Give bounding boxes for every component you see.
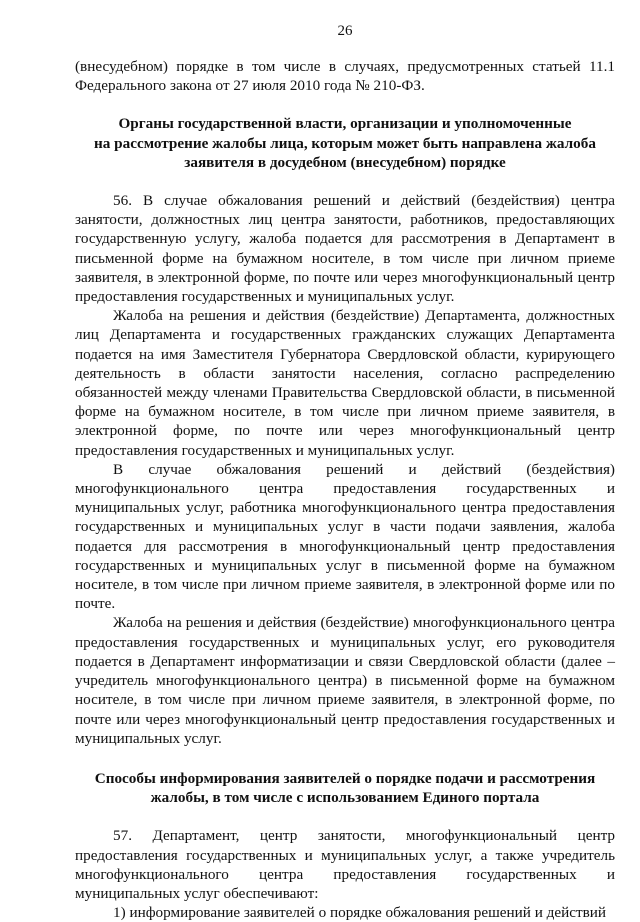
heading-line: Органы государственной власти, организации и уполномоченные bbox=[118, 115, 572, 133]
page-number: 26 bbox=[337, 23, 353, 39]
paragraph-mfc-appeal: В случае обжалования решений и действий (бездействия) многофункционального центра предоставления государственных и муниципальных услуг, работника многофункционального центра предоставления государственных и муниципальных услуг в части подачи заявления, жалоба подается для рассмотрения в многофункциональный центр предоставления государственных и муниципальных услуг в письменной форме на бумажном носителе, в том числе при личном приеме заявителя, в электронной форме или по почте. bbox=[75, 460, 615, 613]
paragraph-57: 57. Департамент, центр занятости, многофункциональный центр предоставления государственных и муниципальных услуг, а также учредитель многофункционального центра предоставления государственных и муниципальных услуг обеспечивают: bbox=[75, 827, 615, 902]
section-heading-informing-methods bbox=[75, 769, 615, 807]
paragraph-mfc-head-complaint: Жалоба на решения и действия (бездействие) многофункционального центра предоставления государственных и муниципальных услуг, его руководителя подается в Департамент информатизации и связи Свердловской области (далее – учредитель многофункционального центра) в письменной форме на бумажном носителе, в том числе при личном приеме заявителя, в электронной форме, по почте или через многофункциональный центр предоставления государственных и муниципальных услуг. bbox=[75, 614, 615, 747]
paragraph-department-complaint: Жалоба на решения и действия (бездействие) Департамента, должностных лиц Департамента и государственных гражданских служащих Департамента подается на имя Заместителя Губернатора Свердловской области, курирующего деятельность в области занятости населения, согласно распределению обязанностей между членами Правительства Свердловской области, в письменной форме на бумажном носителе, в том числе при личном приеме заявителя, в электронной форме, по почте или через многофункциональный центр предоставления государственных и муниципальных услуг. bbox=[75, 307, 615, 459]
section-body-informing-methods bbox=[75, 826, 615, 922]
paragraph-57-item-1: 1) информирование заявителей о порядке обжалования решений и действий bbox=[113, 904, 607, 922]
heading-line: жалобы, в том числе с использованием Единого портала bbox=[150, 789, 540, 807]
intro-paragraph: (внесудебном) порядке в том числе в случаях, предусмотренных статьей 11.1 Федерального закона от 27 июля 2010 года № 210-ФЗ. bbox=[75, 58, 615, 95]
paragraph-56: 56. В случае обжалования решений и действий (бездействия) центра занятости, должностных лиц центра занятости, работников, предоставляющих государственную услугу, жалоба подается для рассмотрения в Департамент в письменной форме на бумажном носителе, в том числе при личном приеме заявителя, в электронной форме, по почте или через многофункциональный центр предоставления государственных и муниципальных услуг. bbox=[75, 192, 615, 306]
heading-line: на рассмотрение жалобы лица, которым может быть направлена жалоба bbox=[94, 134, 596, 152]
heading-line: Способы информирования заявителей о порядке подачи и рассмотрения bbox=[94, 769, 596, 787]
section-body-complaint-bodies bbox=[75, 191, 615, 748]
section-heading-complaint-bodies bbox=[75, 114, 615, 172]
document-page bbox=[75, 22, 615, 922]
heading-line: заявителя в досудебном (внесудебном) порядке bbox=[184, 153, 506, 171]
